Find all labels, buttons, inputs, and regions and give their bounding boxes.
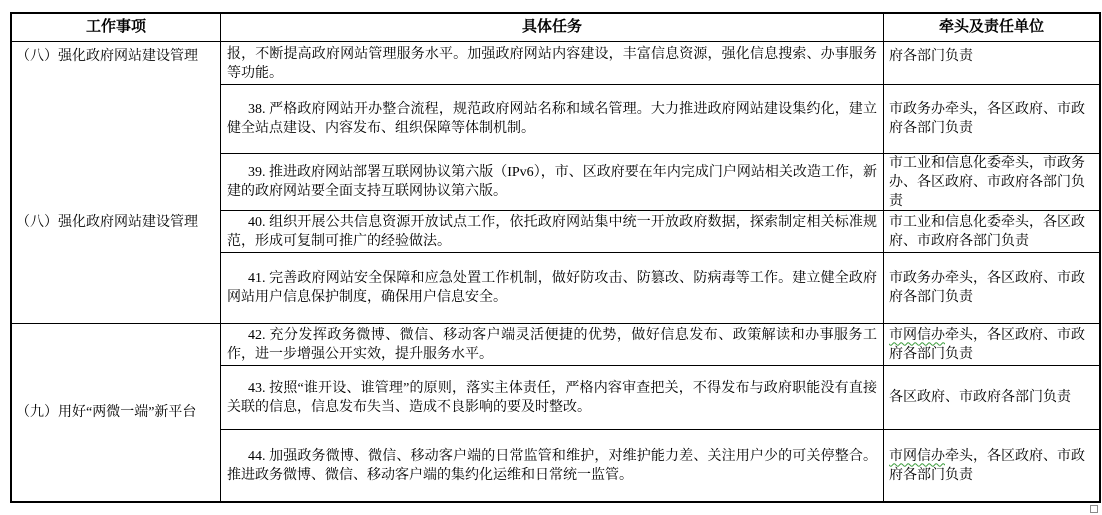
task-text: 报，不断提高政府网站管理服务水平。加强政府网站内容建设，丰富信息资源，强化信息搜索、办事服务等功能。 (227, 47, 877, 81)
resp-text: 市政务办牵头，各区政府、市政府各部门负责 (889, 102, 1085, 136)
task-text: 39. 推进政府网站部署互联网协议第六版（IPv6），市、区政府要在年内完成门户网站相关改造工作，新建的政府网站要全面支持互联网协议第六版。 (227, 165, 877, 199)
header-work-item-label: 工作事项 (85, 19, 146, 35)
task-text: 40. 组织开展公共信息资源开放试点工作，依托政府网站集中统一开放政府数据，探索制定相关标准规范，形成可复制可推广的经验做法。 (227, 214, 877, 249)
header-task-label: 具体任务 (521, 19, 582, 35)
work-item-cell-section-9 (12, 324, 221, 501)
table-resize-handle[interactable] (1090, 505, 1098, 513)
work-plan-table (10, 12, 1101, 503)
resp-text: 市工业和信息化委牵头，市政务办、各区政府、市政府各部门负责 (889, 155, 1085, 209)
resp-text: 府各部门负责 (889, 49, 973, 64)
spellcheck-underline: 市网信办 (889, 327, 945, 343)
work-item-label-section-8: （八）强化政府网站建设管理 (16, 49, 198, 64)
task-cell-38 (221, 85, 884, 154)
resp-text (889, 447, 1094, 485)
work-item-label-section-8-repeat: （八）强化政府网站建设管理 (16, 215, 198, 230)
task-cell-42 (221, 324, 884, 366)
resp-cell-44 (884, 430, 1099, 501)
header-task (221, 14, 884, 42)
header-work-item (12, 14, 221, 42)
resp-cell-43 (884, 366, 1099, 430)
task-cell-43 (221, 366, 884, 430)
resp-text: 市政务办牵头，各区政府、市政府各部门负责 (889, 271, 1085, 305)
task-text: 43. 按照“谁开设、谁管理”的原则，落实主体责任，严格内容审查把关，不得发布与政府职能没有直接关联的信息，信息发布失当、造成不良影响的要及时整改。 (227, 380, 877, 415)
work-item-label-section-9: （九）用好“两微一端”新平台 (16, 405, 197, 420)
task-text: 44. 加强政务微博、微信、移动客户端的日常监管和维护，对维护能力差、关注用户少的可关停整合。推进政务微博、微信、移动客户端的集约化运维和日常统一监管。 (227, 448, 877, 483)
spellcheck-underline: 市网信办 (889, 448, 945, 464)
resp-text: 各区政府、市政府各部门负责 (889, 390, 1071, 405)
task-cell-39 (221, 154, 884, 211)
task-text: 41. 完善政府网站安全保障和应急处置工作机制，做好防攻击、防篡改、防病毒等工作。建立健全政府网站用户信息保护制度，确保用户信息安全。 (227, 271, 877, 305)
resp-text-rest: 牵头，各区政府、市政府各部门负责 (889, 448, 1085, 483)
resp-cell-40 (884, 211, 1099, 253)
task-cell-continuation (221, 42, 884, 85)
resp-cell-38 (884, 85, 1099, 154)
task-text: 42. 充分发挥政务微博、微信、移动客户端灵活便捷的优势，做好信息发布、政策解读和办事服务工作，进一步增强公开实效，提升服务水平。 (227, 327, 877, 362)
work-item-cell-section-8 (12, 42, 221, 324)
task-cell-41 (221, 253, 884, 324)
resp-cell-42 (884, 324, 1099, 366)
resp-cell-39 (884, 154, 1099, 211)
resp-text: 市工业和信息化委牵头，各区政府、市政府各部门负责 (889, 214, 1085, 249)
header-responsible-label: 牵头及责任单位 (938, 19, 1044, 35)
task-cell-40 (221, 211, 884, 253)
resp-text (889, 326, 1094, 364)
header-responsible (884, 14, 1099, 42)
task-cell-44 (221, 430, 884, 501)
task-text: 38. 严格政府网站开办整合流程，规范政府网站名称和域名管理。大力推进政府网站建设集约化，建立健全站点建设、内容发布、组织保障等体制机制。 (227, 102, 877, 136)
resp-cell-41 (884, 253, 1099, 324)
resp-text-rest: 牵头，各区政府、市政府各部门负责 (889, 327, 1085, 362)
resp-cell-continuation (884, 42, 1099, 85)
